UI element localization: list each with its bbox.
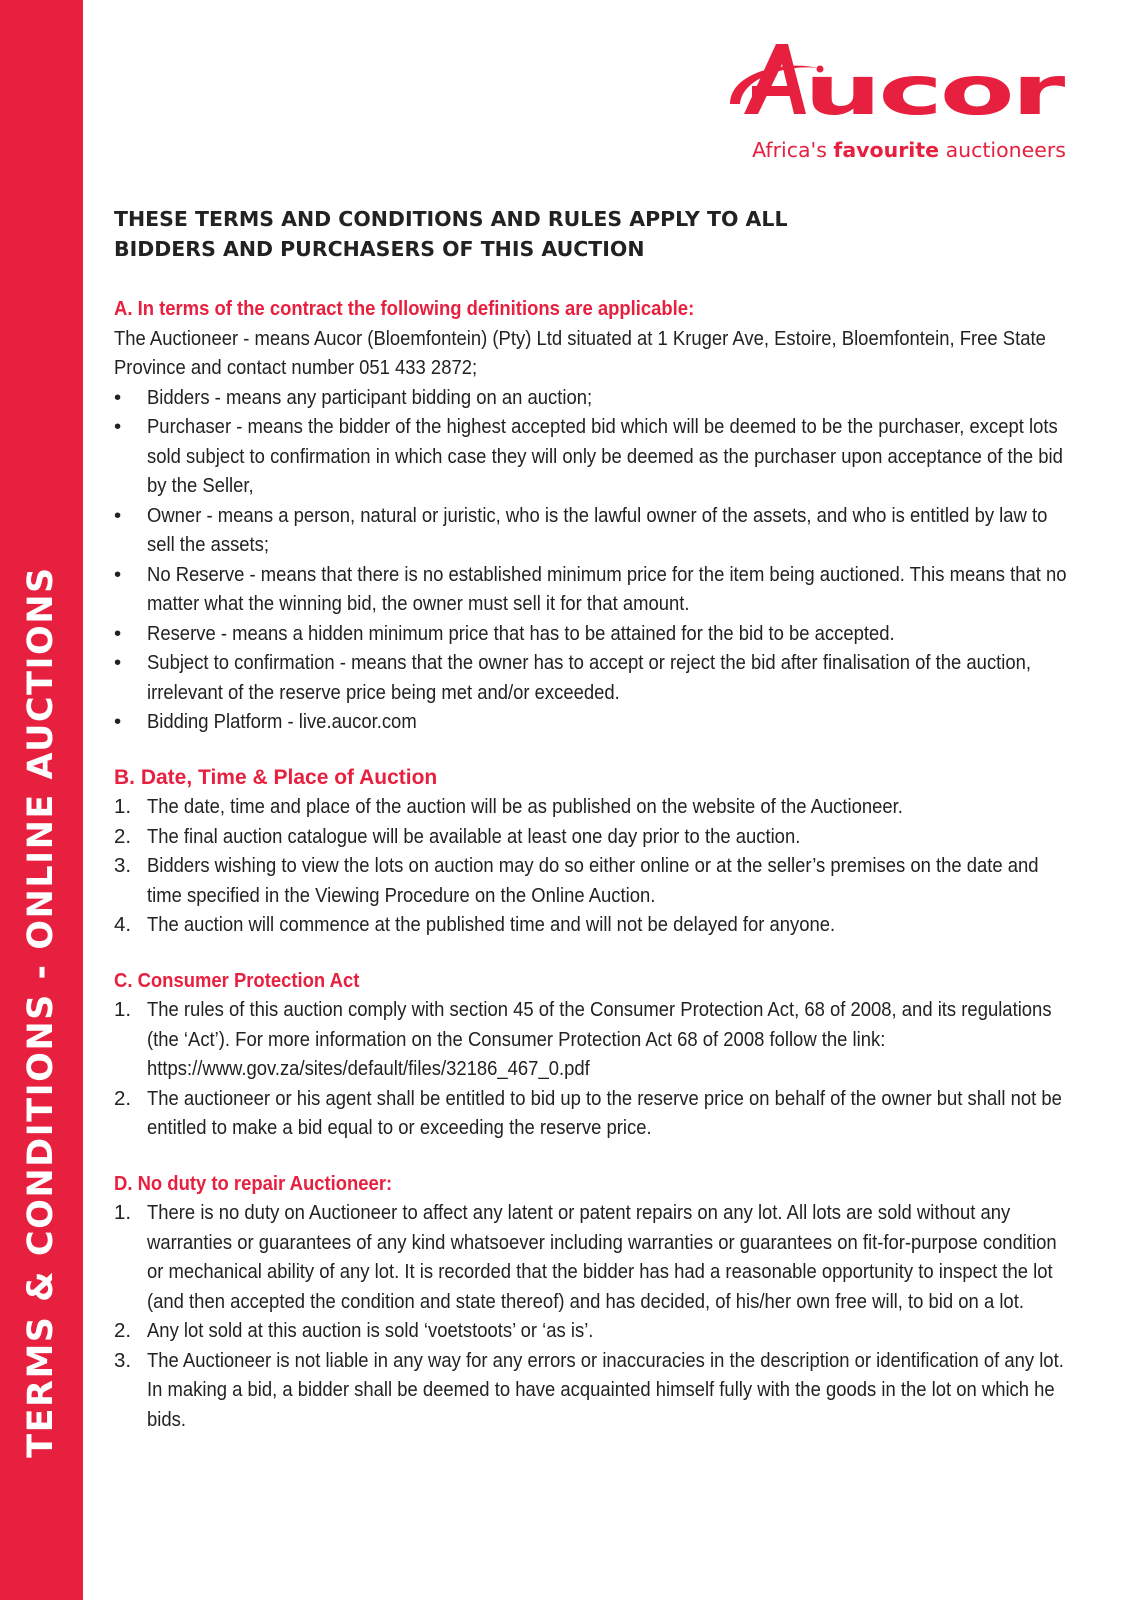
section-heading: B. Date, Time & Place of Auction (114, 765, 438, 789)
bullet: • (114, 621, 122, 645)
list-number: 4. (114, 913, 132, 936)
page-title (114, 204, 1074, 264)
list-item: 4. The auction will commence at the published time and will not be delayed for anyone. (114, 910, 1074, 940)
list-item: • Purchaser - means the bidder of the highest accepted bid which will be deemed to be the purchaser, except lots sold subject to confirmation in which case they will only be deemed as the purchaser upon acceptance of the bid by the Seller, (114, 412, 1074, 501)
list-item: 3. Bidders wishing to view the lots on auction may do so either online or at the seller’s premises on the date and time specified in the Viewing Procedure on the Online Auction. (114, 851, 1074, 910)
svg-text:ucor: ucor (804, 52, 1066, 131)
list-number: 1. (114, 1201, 132, 1224)
section-heading: A. In terms of the contract the following definitions are applicable: (114, 297, 695, 320)
list-item: • Subject to confirmation - means that the owner has to accept or reject the bid after finalisation of the auction, irrelevant of the reserve price being met and/or exceeded. (114, 648, 1074, 707)
section-no-duty-to-repair (114, 1169, 1074, 1435)
list-item: • Bidders - means any participant bidding on an auction; (114, 383, 1074, 413)
definitions-list (114, 383, 1074, 737)
definition-auctioneer: The Auctioneer - means Aucor (Bloemfontein) (Pty) Ltd situated at 1 Kruger Ave, Estoire, Bloemfontein, Free State Province and contact number 051 433 2872; (114, 326, 1046, 379)
section-definitions (114, 294, 1074, 737)
bullet: • (114, 415, 122, 438)
list-number: 2. (114, 1086, 132, 1110)
list-item: 2. The auctioneer or his agent shall be entitled to bid up to the reserve price on behalf of the owner but shall not be entitled to make a bid equal to or exceeding the reserve price. (114, 1084, 1074, 1143)
section-heading: D. No duty to repair Auctioneer: (114, 1171, 393, 1195)
section-consumer-protection (114, 966, 1074, 1143)
list-number: 3. (114, 854, 132, 877)
list-number: 1. (114, 998, 132, 1021)
list-item: 3. The Auctioneer is not liable in any way for any errors or inaccuracies in the description or identification of any lot. In making a bid, a bidder shall be deemed to have acquainted himself fully with the goods in the lot on which he bids. (114, 1346, 1074, 1435)
list-item: 1. The rules of this auction comply with section 45 of the Consumer Protection Act, 68 of 2008, and its regulations (the ‘Act’). For more information on the Consumer Protection Act 68 of 2008 follow the link: https://www.gov.za/sites/default/files/32186_467_0.pdf (114, 995, 1074, 1084)
terms-content (114, 204, 1074, 1460)
side-banner-text: TERMS & CONDITIONS - ONLINE AUCTIONS (21, 566, 61, 1458)
no-duty-list (114, 1198, 1074, 1434)
list-number: 2. (114, 824, 132, 848)
list-number: 3. (114, 1348, 132, 1372)
list-item: 1. There is no duty on Auctioneer to affect any latent or patent repairs on any lot. All lots are sold without any warranties or guarantees of any kind whatsoever including warranties or guarantees on fit-for-purpose condition or mechanical ability of any lot. It is recorded that the bidder has had a reasonable opportunity to inspect the lot (and then accepted the condition and state thereof) and has decided, of his/her own free will, to bid on a lot. (114, 1198, 1074, 1316)
list-item: 2. Any lot sold at this auction is sold ‘voetstoots’ or ‘as is’. (114, 1316, 1074, 1346)
bullet: • (114, 651, 122, 674)
list-item: • Owner - means a person, natural or juristic, who is the lawful owner of the assets, and who is entitled by law to sell the assets; (114, 501, 1074, 560)
side-banner (0, 0, 83, 1600)
list-item: • Reserve - means a hidden minimum price that has to be attained for the bid to be accepted. (114, 619, 1074, 649)
page-title-line2: BIDDERS AND PURCHASERS OF THIS AUCTION (114, 237, 645, 261)
list-number: 2. (114, 1319, 132, 1342)
list-item: • No Reserve - means that there is no established minimum price for the item being auctioned. This means that no matter what the winning bid, the owner must sell it for that amount. (114, 560, 1074, 619)
section-date-time-place (114, 763, 1074, 940)
consumer-protection-list (114, 995, 1074, 1143)
page-title-line1: THESE TERMS AND CONDITIONS AND RULES APPLY TO ALL (114, 207, 788, 231)
logo-tagline: Africa's favourite auctioneers (752, 138, 1066, 162)
list-number: 1. (114, 795, 132, 818)
aucor-logo (720, 38, 1070, 174)
bullet: • (114, 503, 122, 527)
bullet: • (114, 562, 122, 586)
list-item: 2. The final auction catalogue will be available at least one day prior to the auction. (114, 822, 1074, 852)
list-item: 1. The date, time and place of the auction will be as published on the website of the Auctioneer. (114, 792, 1074, 822)
aucor-wordmark-icon (726, 38, 1066, 138)
list-item: • Bidding Platform - live.aucor.com (114, 707, 1074, 737)
bullet: • (114, 385, 122, 409)
section-heading: C. Consumer Protection Act (114, 968, 360, 992)
bullet: • (114, 710, 122, 733)
date-time-place-list (114, 792, 1074, 940)
